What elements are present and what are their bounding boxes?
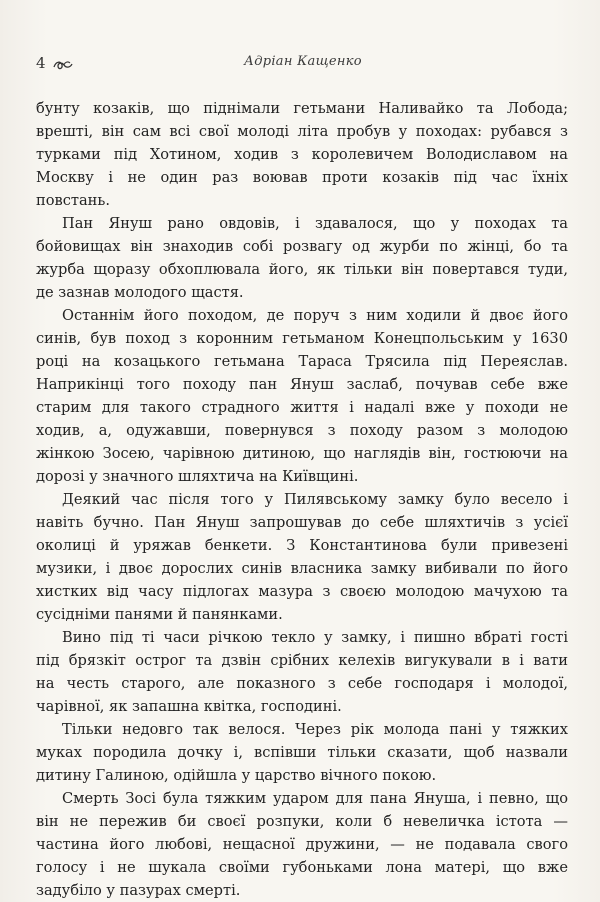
text-line: дорозі у значного шляхтича на Київщині. [36,468,359,485]
text-line: де зазнав молодого щастя. [36,284,244,301]
text-line: Вино під ті часи річкою текло у замку, і пишно вбраті гості [62,629,568,646]
text-line: журба щоразу обхоплювала його, як тільки він повертався туди, [36,261,568,278]
text-line: Смерть Зосі була тяжким ударом для пана Януша, і певно, що [62,790,568,807]
paragraph [36,488,568,626]
body-text [36,97,568,902]
text-line: сусідніми панями й панянками. [36,606,283,623]
text-line: турками під Хотином, ходив з королевичем Володиславом на [36,146,568,163]
text-line: жінкою Зосею, чарівною дитиною, що наглядів він, гостюючи на [36,445,568,462]
text-line: чарівної, як запашна квітка, господині. [36,698,342,715]
text-line: синів, був поход з коронним гетьманом Конецпольським у 1630 [36,330,568,347]
text-line: навіть бучно. Пан Януш запрошував до себе шляхтичів з усієї [36,514,568,531]
paragraph [36,787,568,902]
text-line: задубіло у пазурах смерті. [36,882,241,899]
text-line: дитину Галиною, одійшла у царство вічного покою. [36,767,437,784]
text-line: повстань. [36,192,110,209]
text-line: під брязкіт острог та дзвін срібних келехів вигукували в і вати [36,652,568,669]
text-line: на честь старого, але показного з себе господаря і молодої, [36,675,568,692]
text-line: Москву і не один раз воював проти козаків під час їхніх [36,169,568,186]
text-line: Тільки недовго так велося. Через рік молода пані у тяжких [62,721,568,738]
text-line: голосу і не шукала своїми губоньками лона матері, що вже [36,859,568,876]
text-line: році на козацького гетьмана Тараса Трясила під Переяслав. [36,353,568,370]
paragraph [36,97,568,212]
text-line: бунту козаків, що піднімали гетьмани Наливайко та Лобода; [36,100,568,117]
paragraph [36,304,568,488]
page-header [36,54,570,78]
text-line: частина його любові, нещасної дружини, — не подавала свого [36,836,568,853]
paragraph [36,718,568,787]
text-line: околиці й уряжав бенкети. З Константинова були привезені [36,537,568,554]
page-number: 4 [36,54,46,72]
paragraph [36,626,568,718]
text-line: врешті, він сам всі свої молоді літа пробув у походах: рубався з [36,123,568,140]
text-line: Пан Януш рано овдовів, і здавалося, що у походах та [62,215,568,232]
text-line: він не пережив би своєї розпуки, коли б невеличка істота — [36,813,568,830]
text-line: ходив, а, одужавши, повернувся з походу разом з молодою [36,422,568,439]
paragraph [36,212,568,304]
text-line: муках породила дочку і, вспівши тільки сказати, щоб назвали [36,744,568,761]
text-line: старим для такого страдного життя і надалі вже у походи не [36,399,568,416]
text-line: хистких від часу підлогах мазура з своєю молодою мачухою та [36,583,568,600]
text-line: Останнім його походом, де поруч з ним ходили й двоє його [62,307,568,324]
text-line: бойовищах він знаходив собі розвагу од журби по жінці, бо та [36,238,568,255]
running-title: Адріан Кащенко [244,54,362,69]
text-line: Наприкінці того походу пан Януш заслаб, почував себе вже [36,376,568,393]
text-line: Деякий час після того у Пилявському замку було весело і [62,491,568,508]
text-line: музики, і двоє дорослих синів власника замку вибивали по його [36,560,568,577]
